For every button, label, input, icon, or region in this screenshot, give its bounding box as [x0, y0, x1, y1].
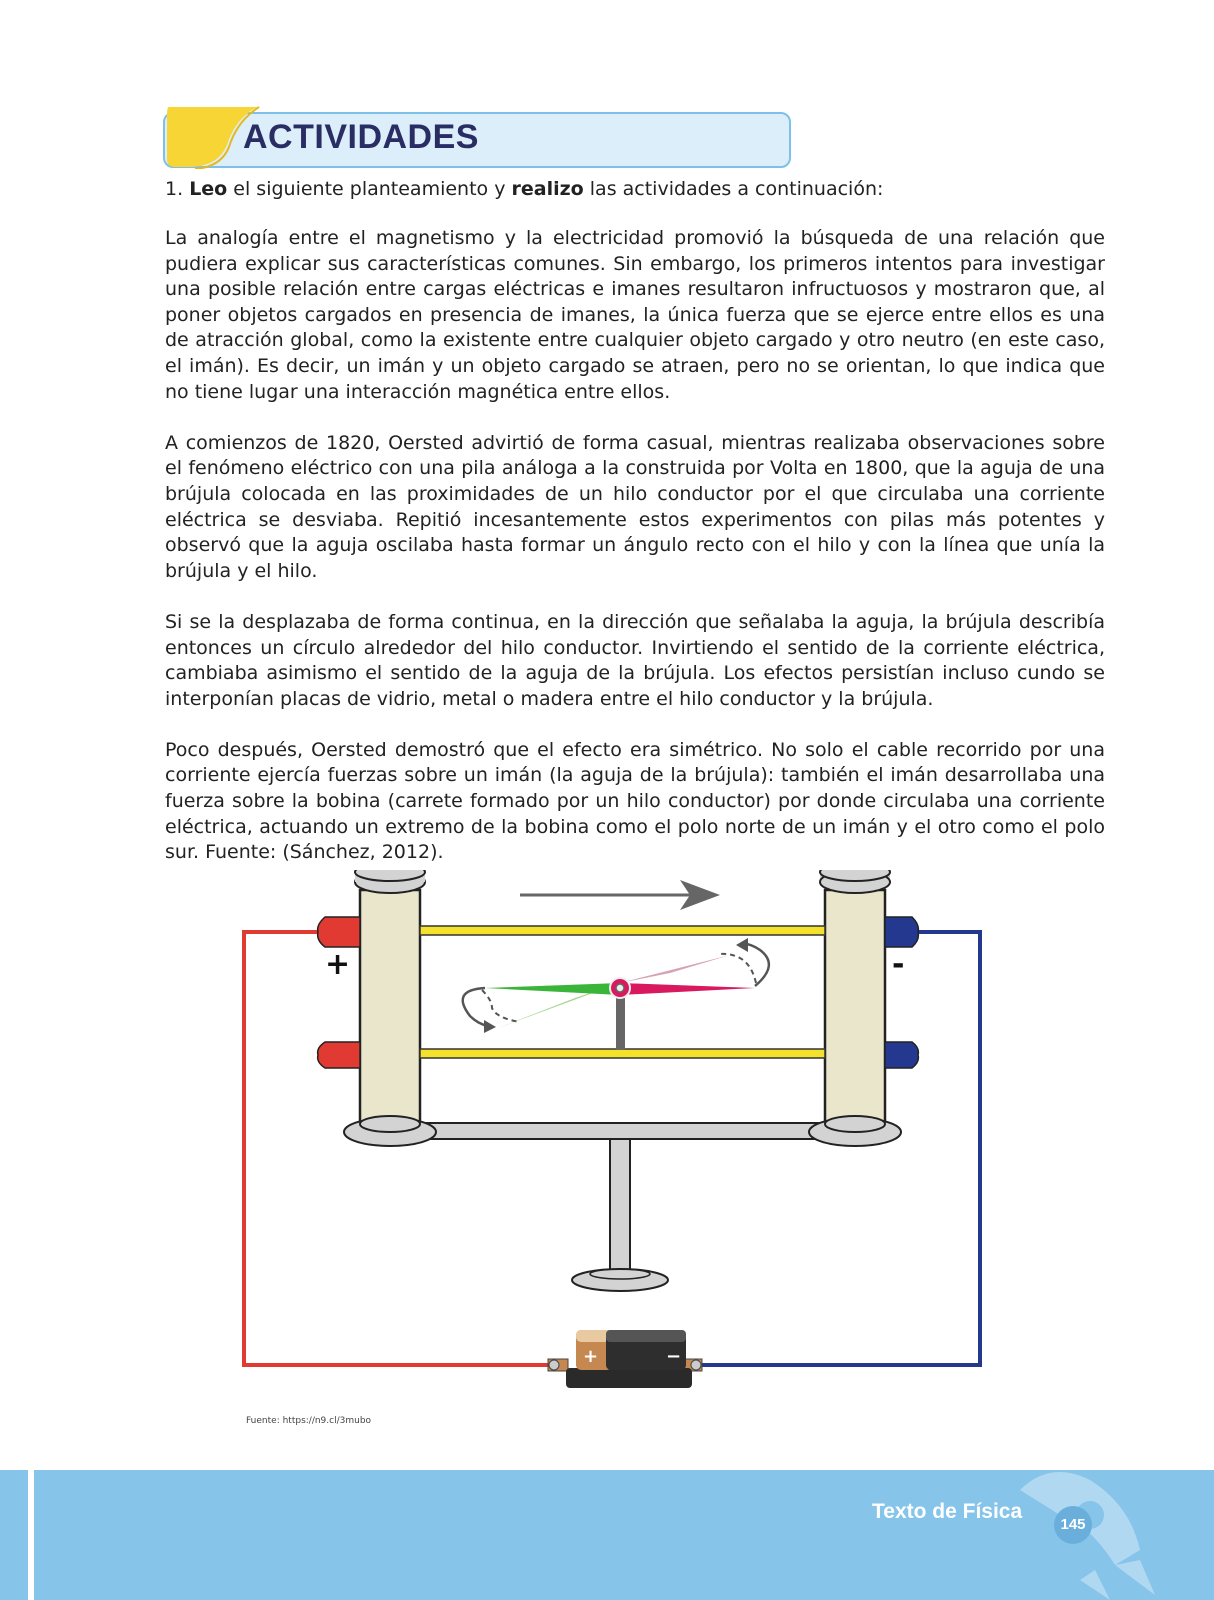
paragraph: Si se la desplazaba de forma continua, en la dirección que señalaba la aguja, la brújula describía entonces un círculo alrededor del hilo conductor. Invirtiendo el sentido de la corriente eléctrica, cambiaba asimismo el sentido de la aguja de la brújula. Los efectos persistían incluso cundo se interponían placas de vidrio, metal o madera entre el hilo conductor y la brújula.	[165, 610, 1105, 710]
stand-foot	[572, 1269, 668, 1291]
instruction-end: las actividades a continuación:	[589, 178, 884, 200]
paragraph: La analogía entre el magnetismo y la electricidad promovió la búsqueda de una relación que pudiera explicar sus características comunes. Sin embargo, los primeros intentos para investigar una posible relación entre cargas eléctricas e imanes resultaron infructuosos y mostraron que, al poner objetos cargados en presencia de imanes, la única fuerza que se ejerce entre ellos es una de atracción global, como la existente entre cualquier objeto cargado y otro neutro (en este caso, el imán). Es decir, un imán y un objeto cargado se atraen, pero no se orientan, lo que indica que no tiene lugar una interacción magnética entre ellos.	[165, 227, 1105, 403]
instruction-verb-leo: Leo	[189, 178, 228, 200]
instruction-middle: el siguiente planteamiento y	[233, 178, 506, 200]
stand-post	[610, 1139, 630, 1271]
rocket-icon	[1020, 1470, 1214, 1600]
footer-divider	[28, 1470, 34, 1600]
battery-minus-sign: −	[666, 1346, 682, 1367]
right-terminal-post	[809, 870, 918, 1146]
instruction-number: 1.	[165, 178, 184, 200]
section-title: ACTIVIDADES	[243, 118, 479, 156]
activity-instruction	[165, 176, 1105, 202]
paragraph: A comienzos de 1820, Oersted advirtió de forma casual, mientras realizaba observaciones sobre el fenómeno eléctrico con una pila análoga a la construida por Volta en 1800, que la aguja de una brújula colocada en las proximidades de un hilo conductor por el que circulaba una corriente eléctrica se desviaba. Repitió incesantemente estos experimentos con pilas más potentes y observó que la aguja oscilaba hasta formar un ángulo recto con el hilo y con la línea que unía la brújula y el hilo.	[165, 431, 1105, 582]
bottom-conductor-wire	[420, 1049, 825, 1058]
negative-sign: -	[892, 947, 905, 982]
book-title: Texto de Física	[872, 1500, 1023, 1523]
battery-plus-sign: +	[583, 1346, 599, 1367]
paragraph: Poco después, Oersted demostró que el efecto era simétrico. No solo el cable recorrido por una corriente ejercía fuerzas sobre un imán (la aguja de la brújula): también el imán desarrollaba una fuerza sobre la bobina (carrete formado por un hilo conductor) por donde circulaba una corriente eléctrica, actuando un extremo de la bobina como el polo norte de un imán y el otro como el polo sur. Fuente: (Sánchez, 2012).	[165, 738, 1105, 864]
positive-sign: +	[325, 947, 351, 982]
page-number: 145	[1054, 1506, 1092, 1544]
top-conductor-wire	[420, 926, 825, 935]
figure-source: Fuente: https://n9.cl/3mubo	[246, 1416, 372, 1426]
reading-text	[165, 226, 1105, 891]
instruction-verb-realizo: realizo	[511, 178, 584, 200]
page-footer	[0, 1470, 1214, 1600]
left-terminal-post	[318, 870, 436, 1146]
current-direction-arrow	[520, 880, 720, 910]
oersted-experiment-diagram	[230, 870, 1010, 1430]
compass-needle	[463, 938, 769, 1050]
battery-icon	[548, 1330, 702, 1388]
base-crossbar	[400, 1123, 840, 1139]
